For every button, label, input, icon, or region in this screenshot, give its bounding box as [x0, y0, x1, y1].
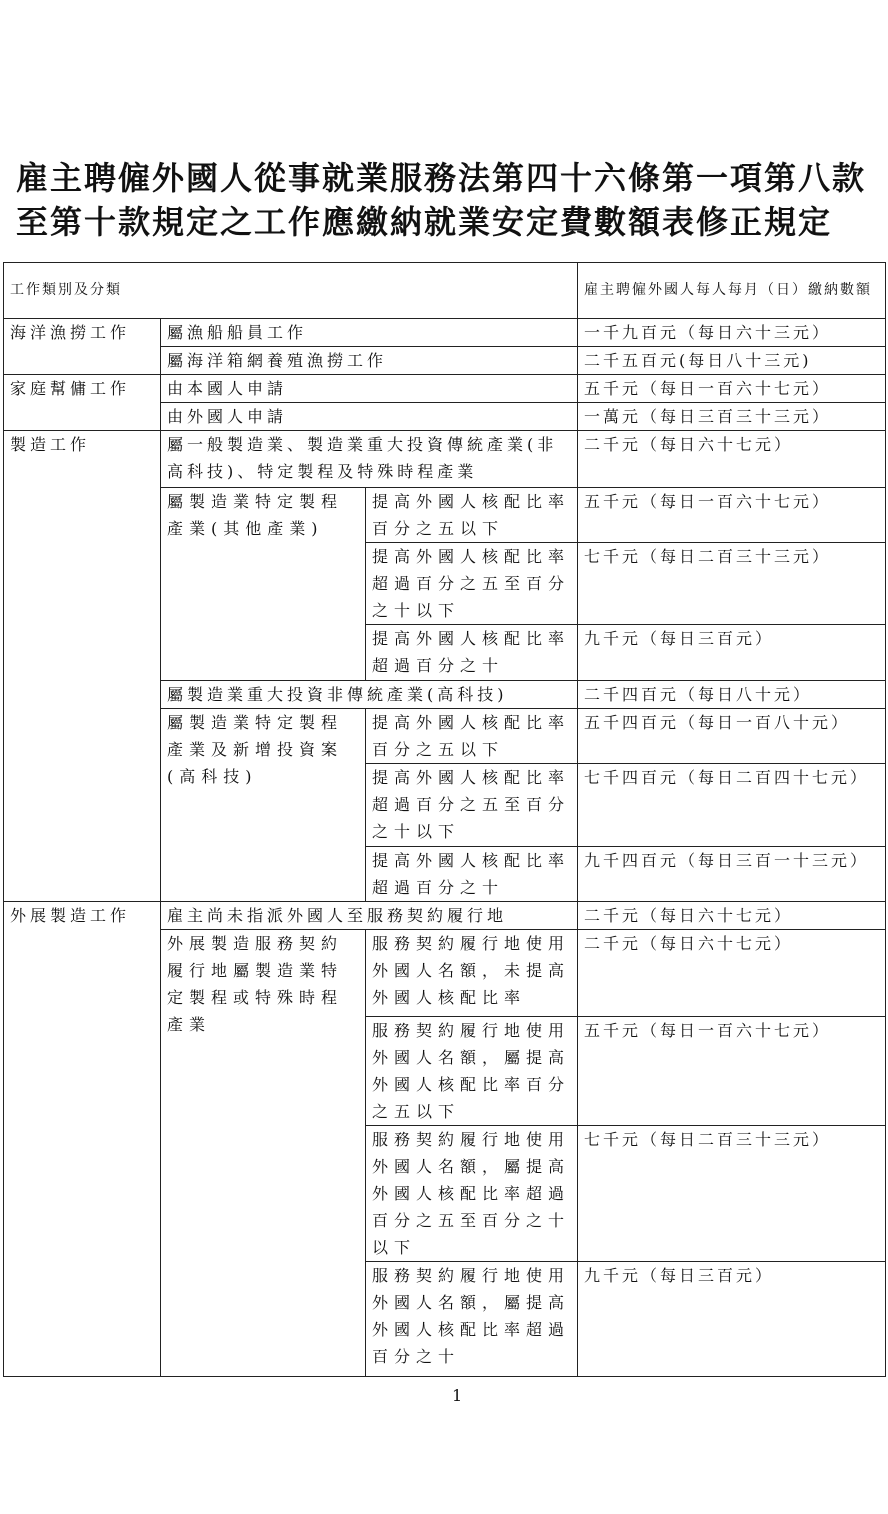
category-domestic: 家庭幫傭工作 — [4, 375, 161, 431]
amount: 二千四百元（每日八十元） — [578, 681, 886, 709]
header-amount: 雇主聘僱外國人每人每月（日）繳納數額 — [578, 263, 886, 319]
amount: 一萬元（每日三百三十三元） — [578, 403, 886, 431]
title-line-2: 至第十款規定之工作應繳納就業安定費數額表修正規定 — [16, 203, 833, 241]
item: 屬一般製造業、製造業重大投資傳統產業(非高科技)、特定製程及特殊時程產業 — [161, 431, 578, 488]
table-row — [4, 431, 886, 488]
item: 屬製造業重大投資非傳統產業(高科技) — [161, 681, 578, 709]
amount: 九千元（每日三百元） — [578, 625, 886, 681]
item: 提高外國人核配比率百分之五以下 — [366, 709, 578, 764]
table-row — [4, 319, 886, 347]
subcategory: 外展製造服務契約履行地屬製造業特定製程或特殊時程產業 — [161, 930, 366, 1377]
amount: 九千四百元（每日三百一十三元） — [578, 847, 886, 902]
amount: 二千元（每日六十七元） — [578, 431, 886, 488]
item: 雇主尚未指派外國人至服務契約履行地 — [161, 902, 578, 930]
document-title — [16, 156, 882, 244]
item: 服務契約履行地使用外國人名額，屬提高外國人核配比率超過百分之十 — [366, 1262, 578, 1377]
category-manufacturing: 製造工作 — [4, 431, 161, 902]
amount: 二千五百元(每日八十三元) — [578, 347, 886, 375]
table-row — [4, 375, 886, 403]
item: 服務契約履行地使用外國人名額，屬提高外國人核配比率百分之五以下 — [366, 1017, 578, 1126]
item: 屬海洋箱網養殖漁撈工作 — [161, 347, 578, 375]
title-line-1: 雇主聘僱外國人從事就業服務法第四十六條第一項第八款 — [16, 159, 867, 197]
item: 提高外國人核配比率超過百分之五至百分之十以下 — [366, 764, 578, 847]
subcategory: 屬製造業特定製程產業及新增投資案(高科技) — [161, 709, 366, 902]
page-number: 1 — [452, 1386, 463, 1405]
category-marine: 海洋漁撈工作 — [4, 319, 161, 375]
item: 提高外國人核配比率超過百分之十 — [366, 625, 578, 681]
item: 由本國人申請 — [161, 375, 578, 403]
fee-table — [3, 262, 886, 1377]
amount: 二千元（每日六十七元） — [578, 930, 886, 1017]
amount: 一千九百元（每日六十三元） — [578, 319, 886, 347]
item: 提高外國人核配比率超過百分之十 — [366, 847, 578, 902]
category-outreach: 外展製造工作 — [4, 902, 161, 1377]
item: 提高外國人核配比率超過百分之五至百分之十以下 — [366, 543, 578, 625]
item: 服務契約履行地使用外國人名額，屬提高外國人核配比率超過百分之五至百分之十以下 — [366, 1126, 578, 1262]
item: 服務契約履行地使用外國人名額，未提高外國人核配比率 — [366, 930, 578, 1017]
item: 提高外國人核配比率百分之五以下 — [366, 488, 578, 543]
item: 屬漁船船員工作 — [161, 319, 578, 347]
table-row — [4, 902, 886, 930]
subcategory: 屬製造業特定製程產業(其他產業) — [161, 488, 366, 681]
amount: 五千元（每日一百六十七元） — [578, 1017, 886, 1126]
header-category: 工作類別及分類 — [4, 263, 578, 319]
amount: 五千四百元（每日一百八十元） — [578, 709, 886, 764]
amount: 七千元（每日二百三十三元） — [578, 1126, 886, 1262]
table-header-row — [4, 263, 886, 319]
item: 由外國人申請 — [161, 403, 578, 431]
amount: 七千元（每日二百三十三元） — [578, 543, 886, 625]
amount: 九千元（每日三百元） — [578, 1262, 886, 1377]
amount: 二千元（每日六十七元） — [578, 902, 886, 930]
amount: 五千元（每日一百六十七元） — [578, 375, 886, 403]
amount: 五千元（每日一百六十七元） — [578, 488, 886, 543]
amount: 七千四百元（每日二百四十七元） — [578, 764, 886, 847]
